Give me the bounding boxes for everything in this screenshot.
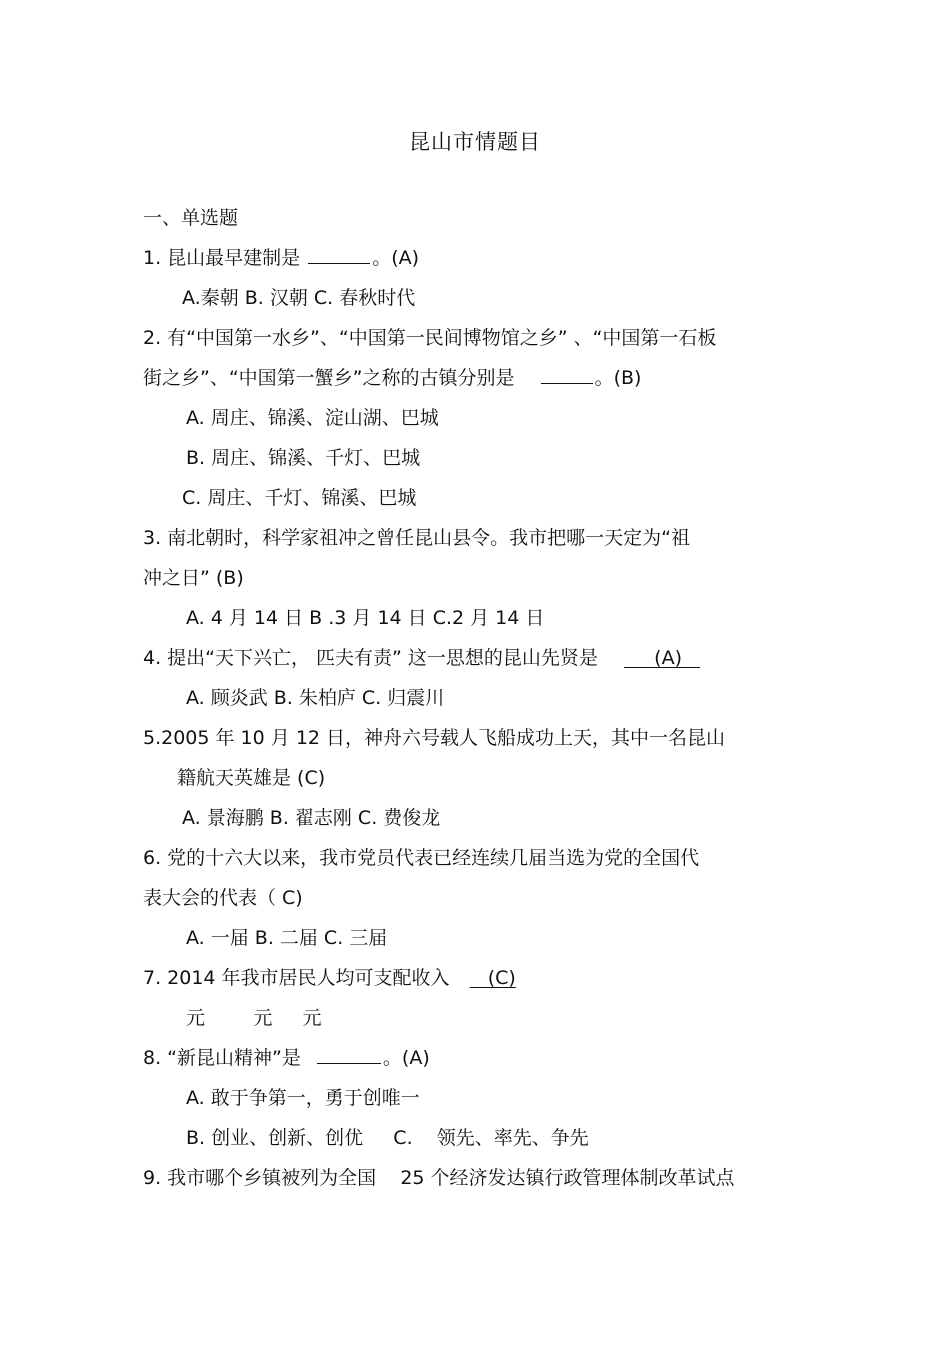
question-7-answer: (C) bbox=[469, 967, 516, 989]
question-6-stem-line1: 6. 党的十六大以来，我市党员代表已经连续几届当选为党的全国代 bbox=[143, 847, 700, 869]
question-5-stem-line1: 5.2005 年 10 月 12 日，神舟六号载人飞船成功上天，其中一名昆山 bbox=[143, 727, 726, 749]
question-4-answer: (A) bbox=[623, 647, 701, 669]
question-8-option-bc: B. 创业、创新、创优 C. 领先、率先、争先 bbox=[186, 1127, 589, 1149]
question-7-text: 7. 2014 年我市居民人均可支配收入 bbox=[143, 967, 450, 989]
question-8-text: 8. “新昆山精神”是 bbox=[143, 1047, 301, 1069]
question-4-text: 4. 提出“天下兴亡， 匹夫有责” 这一思想的昆山先贤是 bbox=[143, 647, 598, 669]
question-8-blank bbox=[317, 1045, 381, 1064]
question-9-stem-line1: 9. 我市哪个乡镇被列为全国 25 个经济发达镇行政管理体制改革试点 bbox=[143, 1167, 735, 1189]
question-8-answer: 。(A) bbox=[382, 1047, 430, 1069]
section-heading: 一、单选题 bbox=[143, 207, 239, 229]
question-1-stem bbox=[143, 245, 419, 271]
question-2-answer: 。(B) bbox=[594, 367, 642, 389]
question-1-options: A.秦朝 B. 汉朝 C. 春秋时代 bbox=[182, 287, 416, 309]
question-6-stem-line2: 表大会的代表（ C) bbox=[143, 887, 303, 909]
question-2-stem-line2 bbox=[143, 365, 641, 391]
question-1-blank bbox=[308, 245, 370, 264]
question-2-text: 街之乡”、“中国第一蟹乡”之称的古镇分别是 bbox=[143, 367, 515, 389]
question-3-stem-line2: 冲之日” (B) bbox=[143, 567, 244, 589]
question-7-options: 元 元 元 bbox=[186, 1007, 322, 1029]
question-8-stem bbox=[143, 1045, 430, 1071]
question-2-stem-line1: 2. 有“中国第一水乡”、“中国第一民间博物馆之乡” 、“中国第一石板 bbox=[143, 327, 717, 349]
question-8-option-a: A. 敢于争第一，勇于创唯一 bbox=[186, 1087, 420, 1109]
question-3-options: A. 4 月 14 日 B .3 月 14 日 C.2 月 14 日 bbox=[186, 607, 545, 629]
question-1-text: 1. 昆山最早建制是 bbox=[143, 247, 301, 269]
document-title: 昆山市情题目 bbox=[409, 130, 541, 154]
question-4-options: A. 顾炎武 B. 朱柏庐 C. 归震川 bbox=[186, 687, 445, 709]
question-4-stem bbox=[143, 645, 700, 671]
question-7-stem bbox=[143, 965, 516, 991]
question-3-stem-line1: 3. 南北朝时，科学家祖冲之曾任昆山县令。我市把哪一天定为“祖 bbox=[143, 527, 691, 549]
question-5-options: A. 景海鹏 B. 翟志刚 C. 费俊龙 bbox=[182, 807, 441, 829]
question-2-option-c: C. 周庄、千灯、锦溪、巴城 bbox=[182, 487, 417, 509]
question-5-stem-line2: 籍航天英雄是 (C) bbox=[177, 767, 326, 789]
question-1-answer: 。(A) bbox=[372, 247, 420, 269]
question-2-option-a: A. 周庄、锦溪、淀山湖、巴城 bbox=[186, 407, 439, 429]
question-2-option-b: B. 周庄、锦溪、千灯、巴城 bbox=[186, 447, 421, 469]
question-2-blank bbox=[541, 365, 593, 384]
question-6-options: A. 一届 B. 二届 C. 三届 bbox=[186, 927, 388, 949]
